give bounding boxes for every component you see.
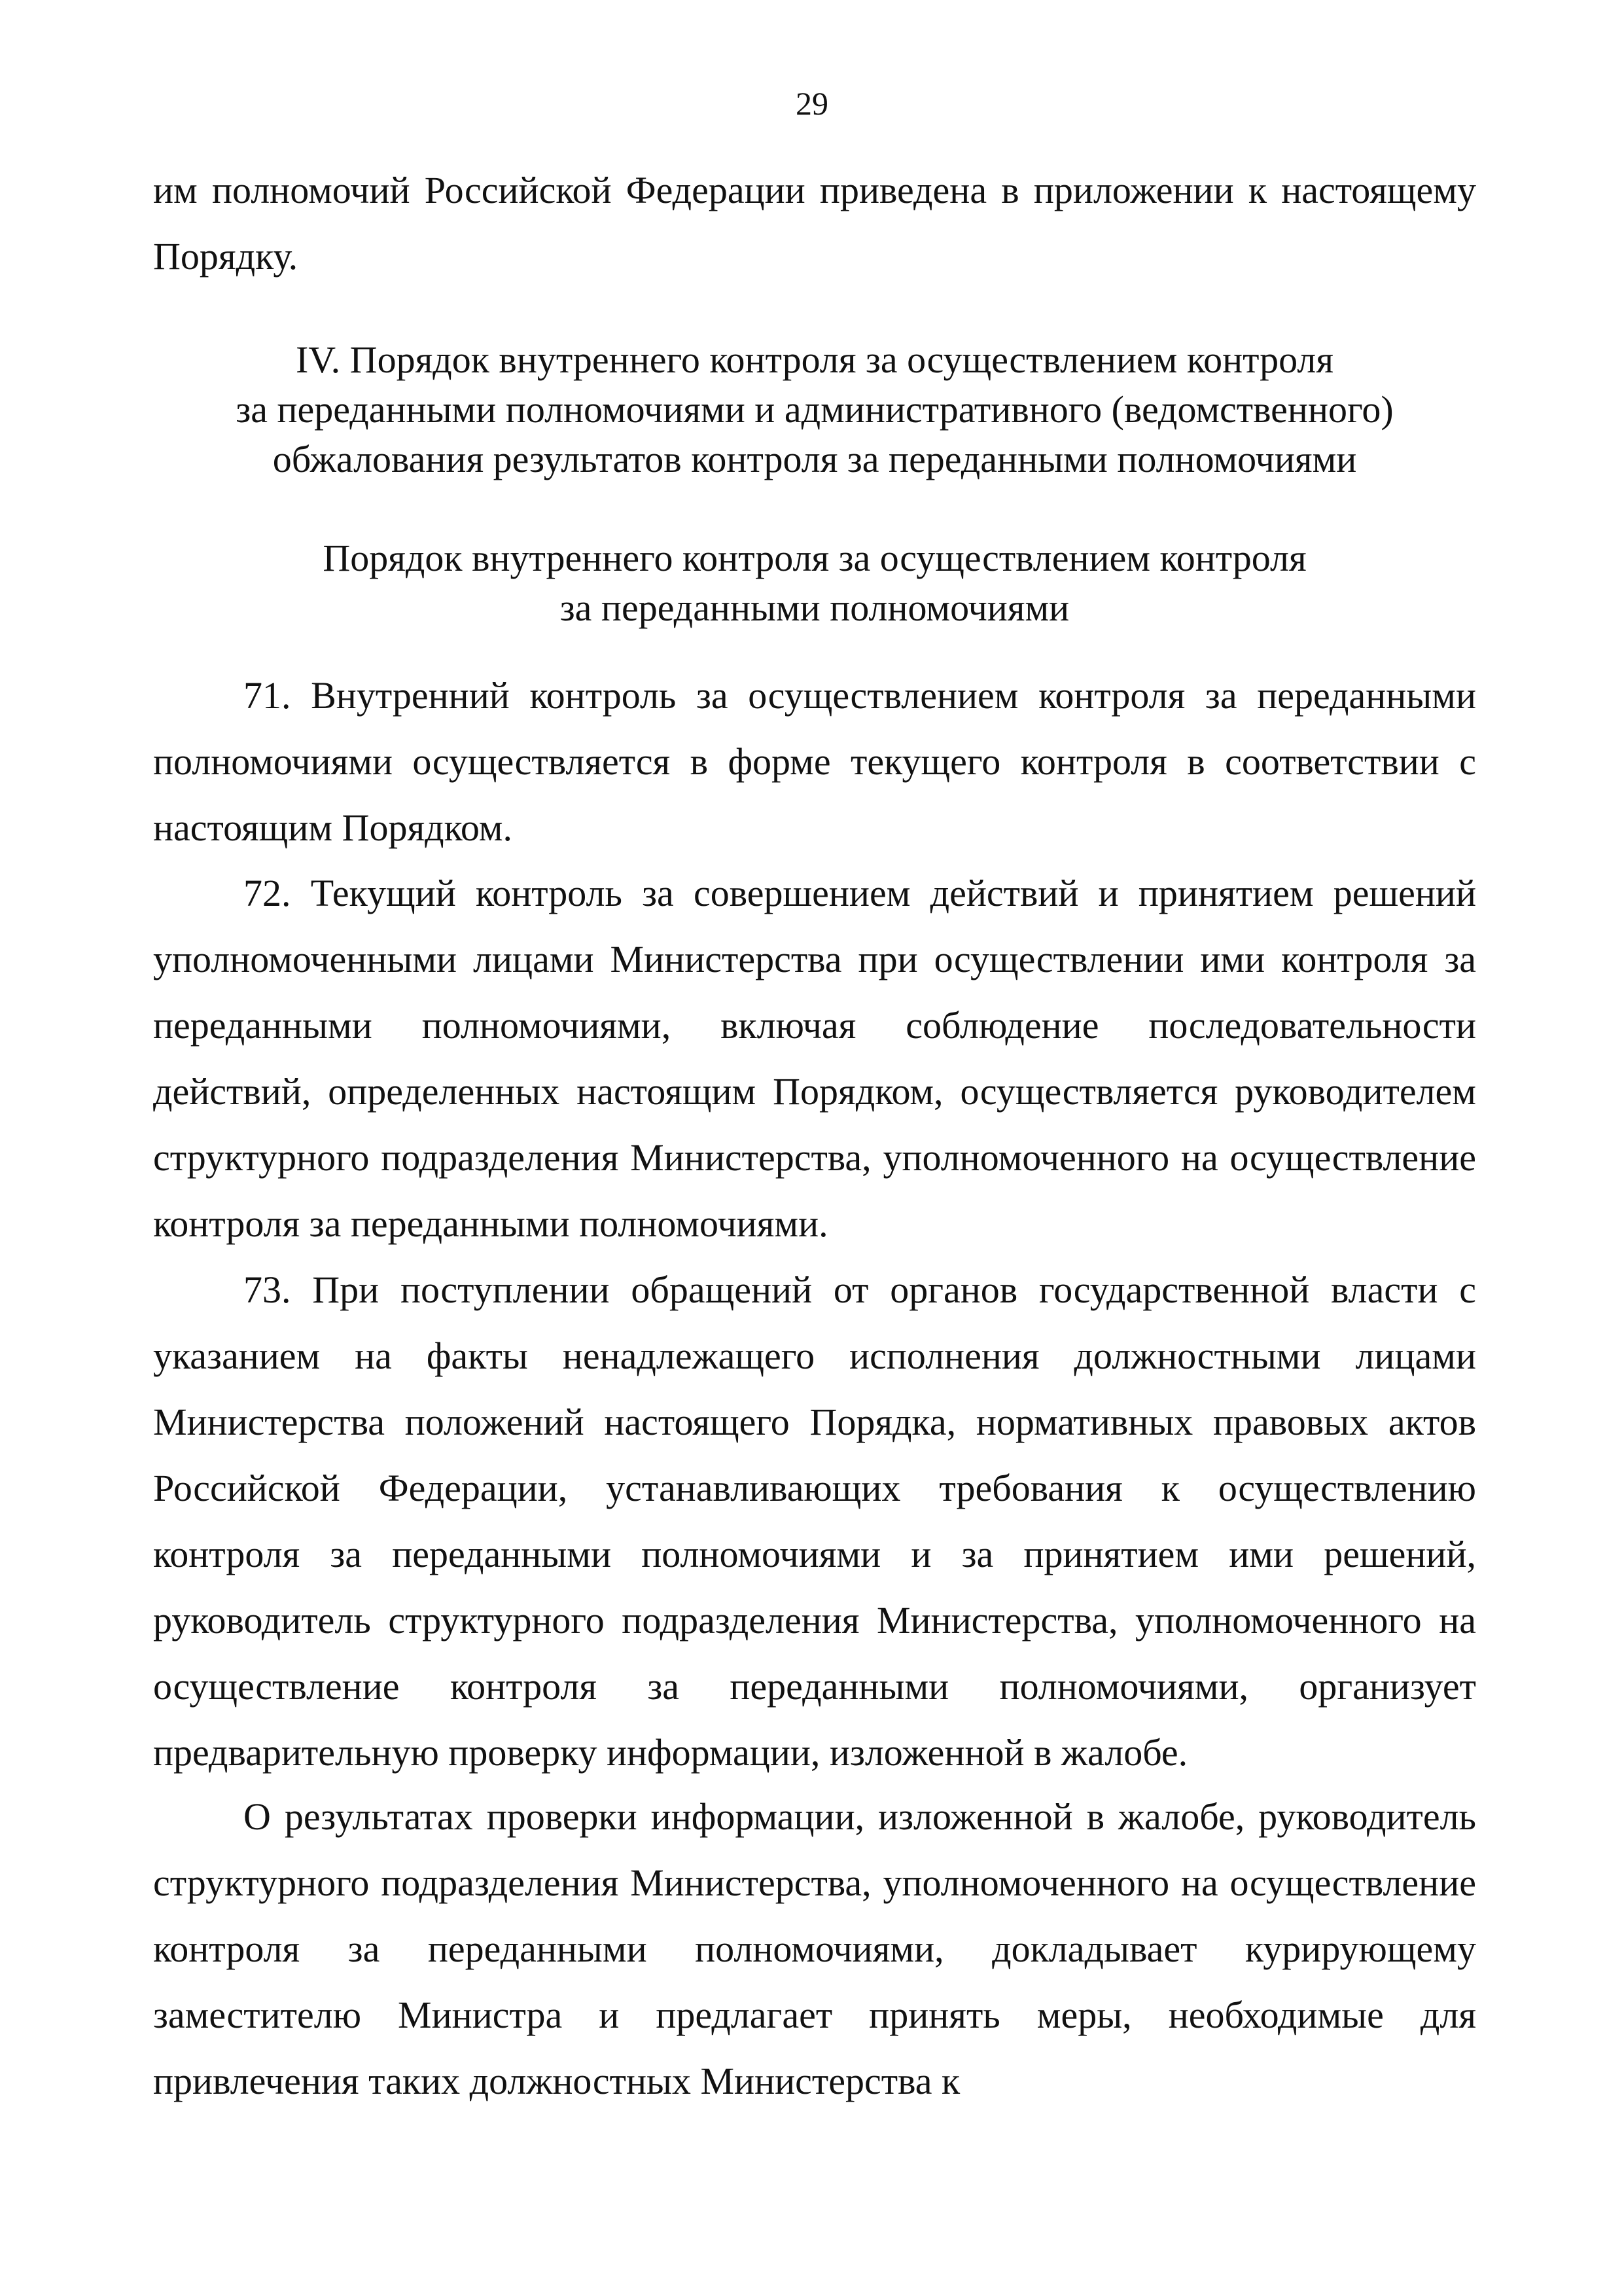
continuation-line-1: им полномочий Российской Федерации приведена в приложении к настоящему	[153, 169, 1476, 211]
paragraph-73: 73. При поступлении обращений от органов государственной власти с указанием на факты ненадлежащего исполнения должностными лицами Министерства положений настоящего Порядка, нормативных правовых актов Российской Федерации, устанавливающих требования к осуществлению контроля за переданными полномочиями и за принятием ими решений, руководитель структурного подразделения Министерства, уполномоченного на осуществление контроля за переданными полномочиями, организует предварительную проверку информации, изложенной в жалобе.	[153, 1268, 1476, 1774]
continuation-line-2: Порядку.	[153, 235, 298, 278]
paragraph-results: О результатах проверки информации, изложенной в жалобе, руководитель структурного подразделения Министерства, уполномоченного на осуществление контроля за переданными полномочиями, докладывает курирующему заместителю Министра и предлагает принять меры, необходимые для привлечения таких должностных Министерства к	[153, 1795, 1476, 2102]
subsection-heading-line-1: Порядок внутреннего контроля за осуществлением контроля	[323, 537, 1307, 579]
section-heading-line-3: обжалования результатов контроля за переданными полномочиями	[272, 438, 1357, 480]
subsection-heading	[153, 533, 1476, 633]
section-heading-line-2: за переданными полномочиями и административного (ведомственного)	[236, 388, 1394, 431]
section-heading	[153, 335, 1476, 484]
page-number: 29	[796, 85, 828, 122]
section-heading-line-1: IV. Порядок внутреннего контроля за осуществлением контроля	[295, 338, 1334, 381]
paragraph-71: 71. Внутренний контроль за осуществлением контроля за переданными полномочиями осуществляется в форме текущего контроля в соответствии с настоящим Порядком.	[153, 674, 1476, 849]
subsection-heading-line-2: за переданными полномочиями	[559, 586, 1070, 629]
paragraph-72: 72. Текущий контроль за совершением действий и принятием решений уполномоченными лицами Министерства при осуществлении ими контроля за переданными полномочиями, включая соблюдение последовательности действий, определенных настоящим Порядком, осуществляется руководителем структурного подразделения Министерства, уполномоченного на осуществление контроля за переданными полномочиями.	[153, 872, 1476, 1245]
continuation-paragraph	[153, 157, 1476, 289]
